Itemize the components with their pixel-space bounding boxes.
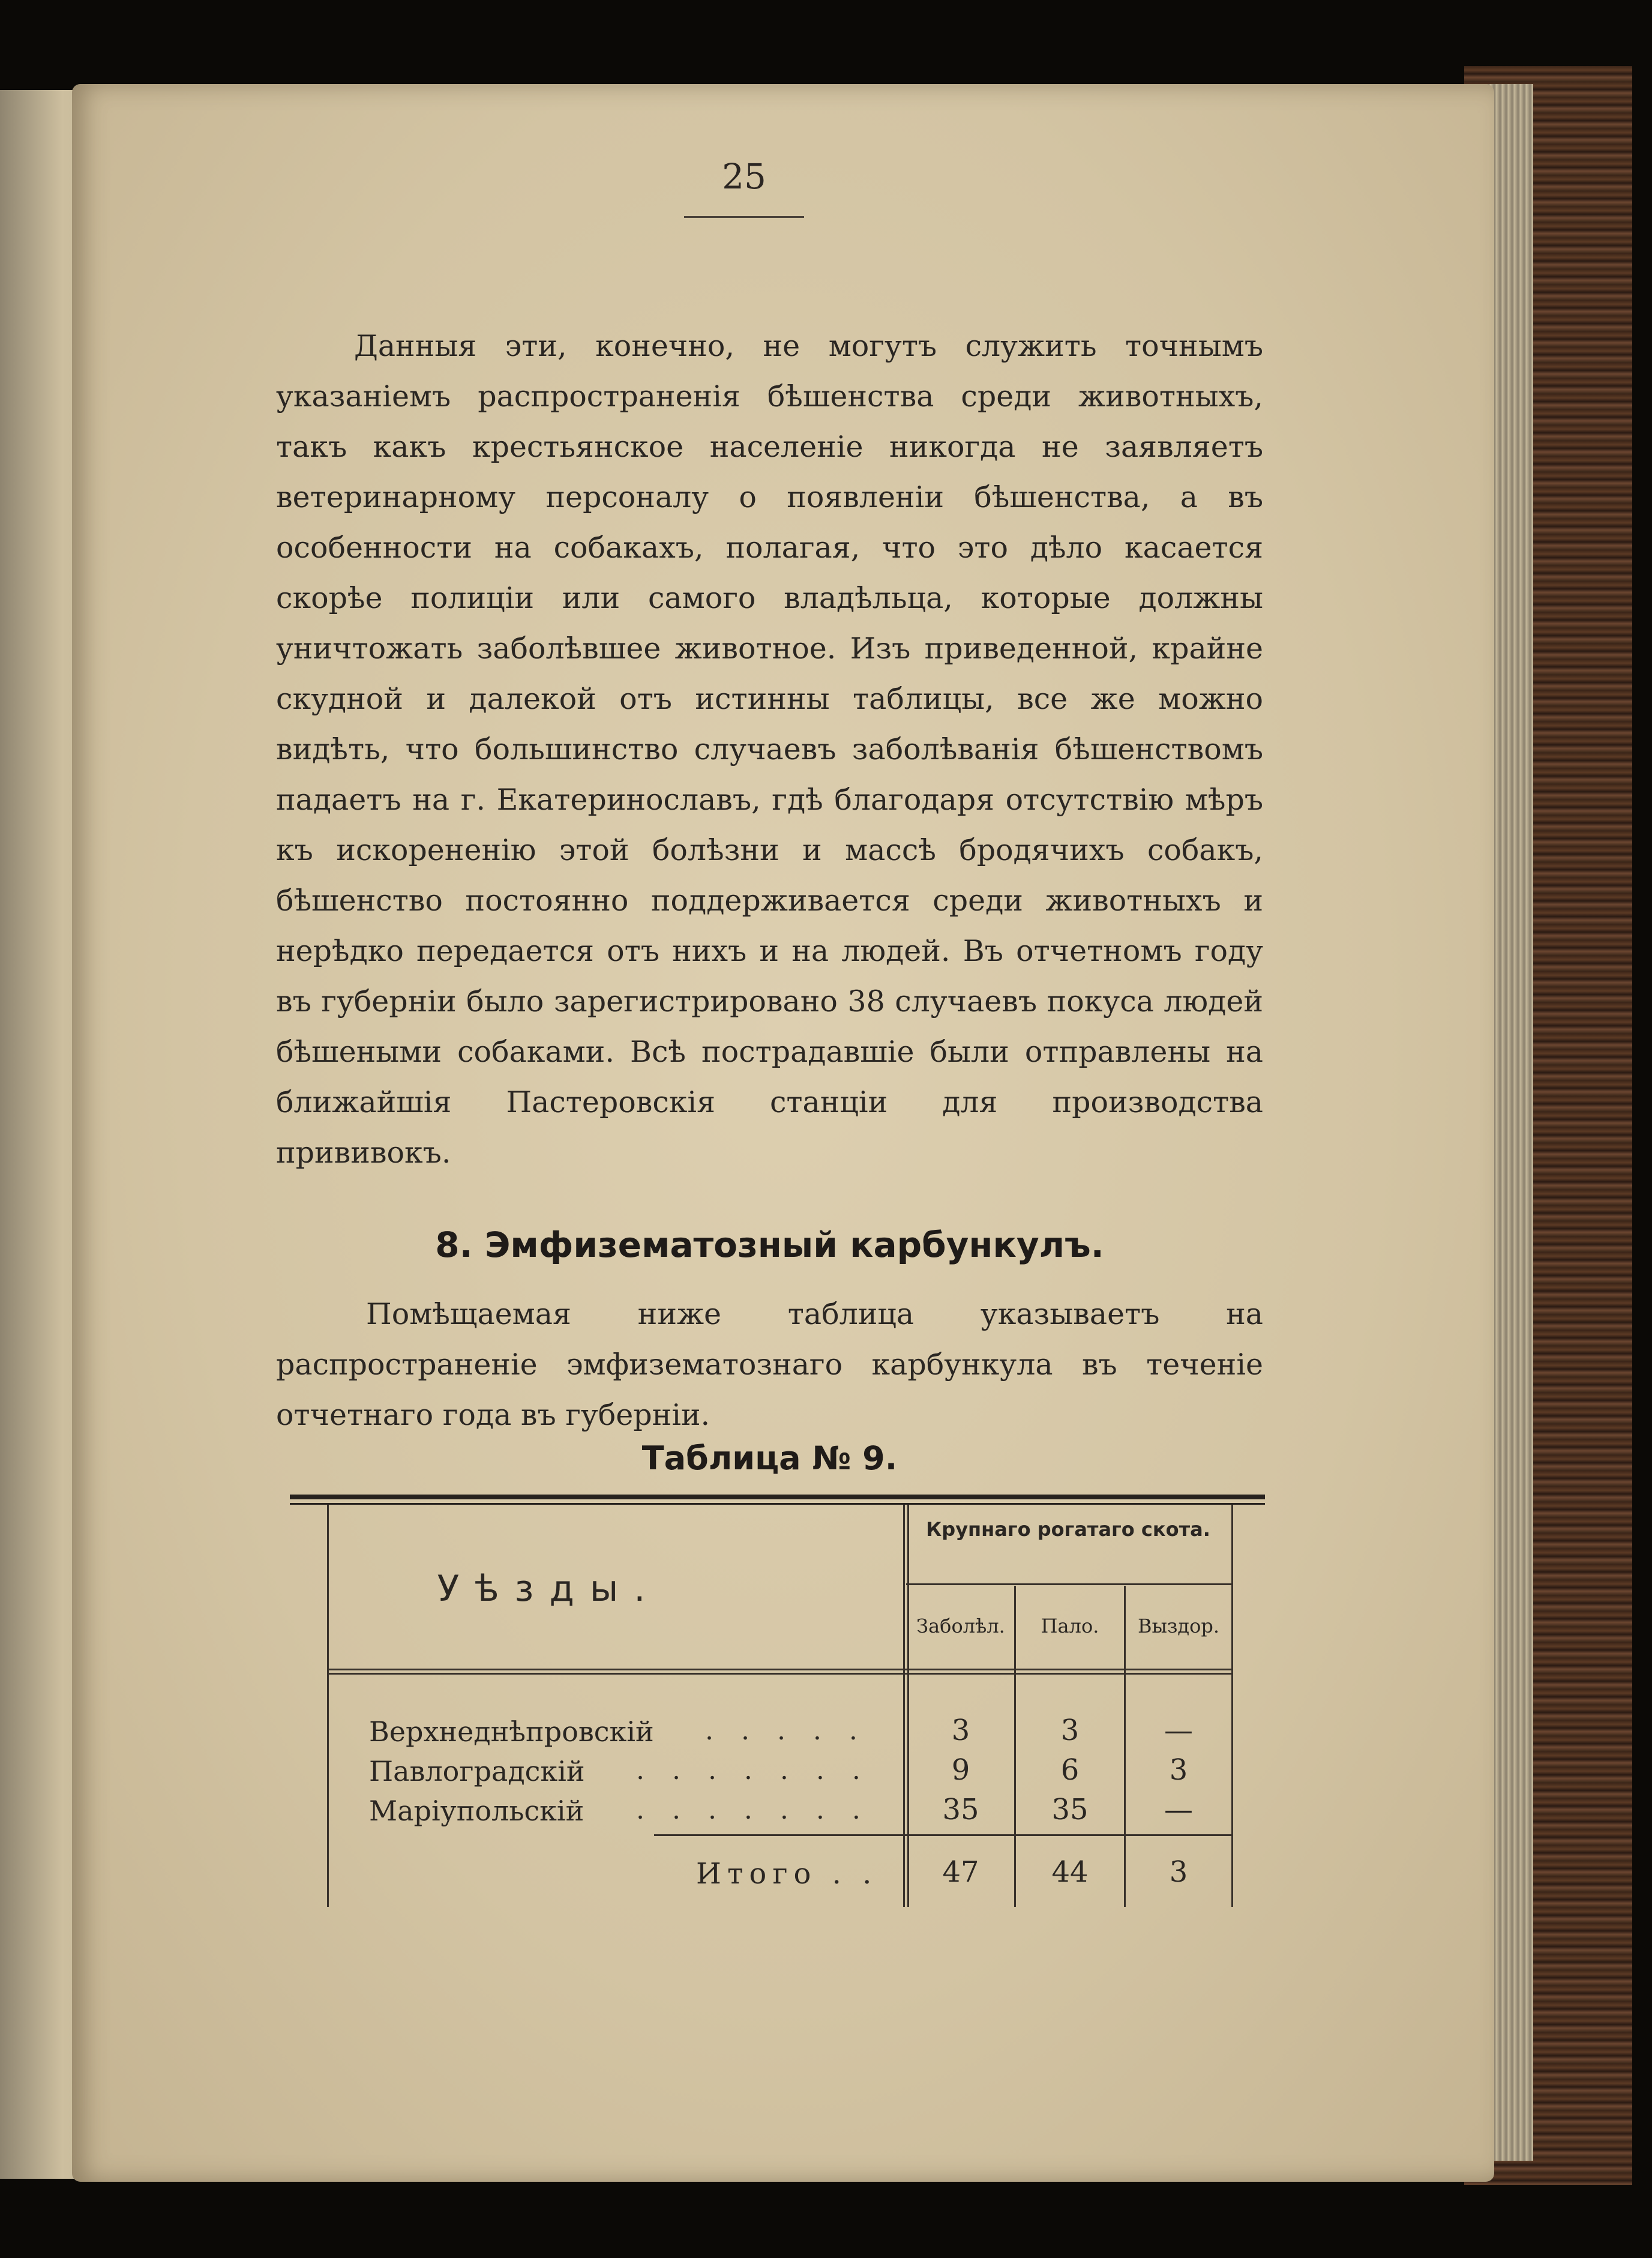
column-header-sick: Заболѣл. [916, 1615, 1005, 1637]
table-left-border [327, 1505, 329, 1907]
cell-sick: 9 [951, 1753, 970, 1787]
section-heading: 8. Эмфизематозный карбункулъ. [435, 1224, 1104, 1265]
table-right-border [1231, 1505, 1233, 1907]
cattle-group-header: Крупнаго рогатаго скота. [926, 1518, 1210, 1541]
cell-recovered: — [1164, 1793, 1193, 1826]
header-bottom-rule [327, 1669, 1231, 1670]
cell-recovered: 3 [1169, 1753, 1188, 1787]
table-caption: Таблица № 9. [641, 1439, 898, 1477]
table-divider-1 [903, 1505, 905, 1907]
column-header-died: Пало. [1041, 1615, 1099, 1637]
row-leader-dots: . . . . . . . [636, 1755, 870, 1786]
page-number-rule [684, 216, 804, 218]
header-bottom-rule-2 [327, 1673, 1231, 1675]
paragraph-rabies: Данныя эти, конечно, не могутъ служить точнымъ указаніемъ распространенія бѣшенства среди животныхъ, такъ какъ крестьянское населеніе никогда не заявляетъ ветеринарному персоналу о появленіи бѣшенства, а въ особенности на собакахъ, полагая, что это дѣло касается скорѣе полиціи или самого владѣльца, которые должны уничтожать заболѣвшее животное. Изъ приведенной, крайне скудной и далекой отъ истинны таблицы, все же можно видѣть, что большинство случаевъ заболѣванія бѣшенствомъ падаетъ на г. Екатеринославъ, гдѣ благодаря отсутствію мѣръ къ искорененію этой болѣзни и массѣ бродячихъ собакъ, бѣшенство постоянно поддерживается среди животныхъ и нерѣдко передается отъ нихъ и на людей. Въ отчетномъ году въ губерніи было зарегистрировано 38 случаевъ покуса людей бѣшеными собаками. Всѣ пострадавшіе были отправлены на ближайшія Пастеровскія станціи для производства прививокъ. [276, 329, 1263, 1170]
total-recovered: 3 [1169, 1855, 1188, 1889]
row-leader-dots: . . . . . . . [636, 1795, 870, 1825]
total-label: Итого . . [696, 1857, 878, 1891]
paragraph-carbuncle: Помѣщаемая ниже таблица указываетъ на распространеніе эмфизематознаго карбункула въ теченіе отчетнаго года въ губерніи. [276, 1297, 1263, 1432]
cell-died: 6 [1060, 1753, 1080, 1787]
cell-sick: 3 [951, 1714, 970, 1747]
table-top-rule [290, 1495, 1265, 1499]
cell-sick: 35 [942, 1793, 979, 1826]
row-name-mariupolsky: Маріупольскій [369, 1795, 584, 1827]
table-top-rule-thin [290, 1503, 1265, 1505]
cell-died: 35 [1051, 1793, 1089, 1826]
region-column-header: Уѣзды. [437, 1568, 661, 1610]
cell-died: 3 [1060, 1714, 1080, 1747]
total-sick: 47 [942, 1855, 979, 1889]
total-rule [654, 1834, 1231, 1836]
table-divider-1b [907, 1505, 909, 1907]
page-number: 25 [722, 156, 766, 197]
row-name-pavlogradsky: Павлоградскій [369, 1755, 585, 1787]
column-header-recovered: Выздор. [1137, 1615, 1220, 1637]
row-leader-dots: . . . . . [705, 1715, 867, 1746]
cell-recovered: — [1164, 1714, 1193, 1747]
row-name-verkhnedneprovsky: Верхнеднѣпровскій [369, 1715, 654, 1748]
total-died: 44 [1051, 1855, 1089, 1889]
group-header-rule [906, 1583, 1231, 1585]
